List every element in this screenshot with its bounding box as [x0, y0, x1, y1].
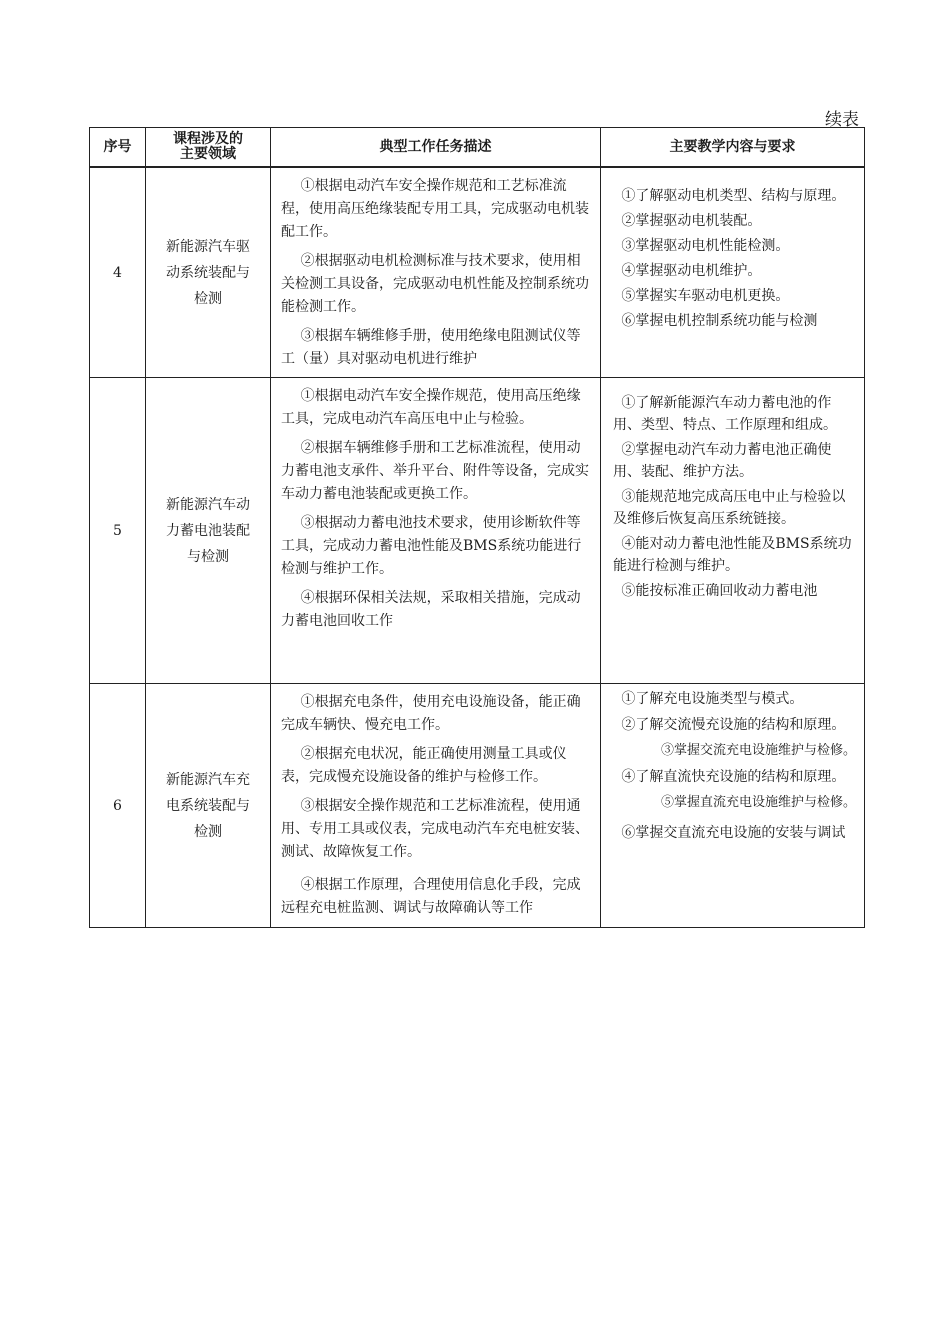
requirement-item: ④了解直流快充设施的结构和原理。: [621, 769, 846, 785]
task-item: ③根据安全操作规范和工艺标准流程，使用通用、专用工具或仪表，完成电动汽车充电桩安装、测试、故障恢复工作。: [281, 798, 589, 860]
requirement-item: ②了解交流慢充设施的结构和原理。: [621, 717, 846, 733]
continued-label: 续表: [825, 110, 859, 130]
requirement-item: ⑤掌握实车驱动电机更换。: [621, 288, 790, 304]
task-item: ①根据电动汽车安全操作规范和工艺标准流程，使用高压绝缘装配专用工具，完成驱动电机装配工作。: [281, 178, 589, 240]
row-area: 新能源汽车动力蓄电池装配与检测: [146, 378, 271, 684]
task-item: ②根据驱动电机检测标准与技术要求，使用相关检测工具设备，完成驱动电机性能及控制系统功能检测工作。: [281, 253, 589, 315]
header-area-line2: 主要领域: [180, 146, 236, 162]
task-item: ①根据充电条件，使用充电设施设备，能正确完成车辆快、慢充电工作。: [281, 694, 581, 733]
task-item: ④根据工作原理，合理使用信息化手段，完成远程充电桩监测、调试与故障确认等工作: [281, 877, 581, 916]
requirement-item: ④能对动力蓄电池性能及BMS系统功能进行检测与维护。: [613, 536, 852, 574]
row-area: 新能源汽车充电系统装配与检测: [146, 684, 271, 928]
header-tasks: 典型工作任务描述: [271, 128, 601, 168]
requirement-item: ②掌握电动汽车动力蓄电池正确使用、装配、维护方法。: [613, 442, 832, 480]
row-requirements: [601, 378, 865, 684]
task-item: ①根据电动汽车安全操作规范，使用高压绝缘工具，完成电动汽车高压电中止与检验。: [281, 388, 581, 427]
requirement-item: ③能规范地完成高压电中止与检验以及维修后恢复高压系统链接。: [613, 489, 846, 527]
row-seq: 5: [90, 378, 146, 684]
header-seq: 序号: [90, 128, 146, 168]
row-requirements: [601, 167, 865, 378]
task-item: ②根据充电状况，能正确使用测量工具或仪表，完成慢充设施设备的维护与检修工作。: [281, 746, 567, 785]
requirement-item: ⑤能按标准正确回收动力蓄电池: [621, 583, 818, 599]
header-area: [146, 128, 271, 168]
requirement-item: ⑤掌握直流充电设施维护与检修。: [660, 795, 856, 810]
table-row: [90, 167, 865, 378]
requirement-item: ⑥掌握交直流充电设施的安装与调试: [621, 825, 846, 841]
table-header-row: [90, 128, 865, 168]
row-seq: 4: [90, 167, 146, 378]
requirement-item: ③掌握驱动电机性能检测。: [621, 238, 790, 254]
row-tasks: [271, 167, 601, 378]
row-tasks: [271, 684, 601, 928]
table-row: [90, 378, 865, 684]
task-item: ③根据动力蓄电池技术要求，使用诊断软件等工具，完成动力蓄电池性能及BMS系统功能进行检测与维护工作。: [281, 515, 582, 577]
header-area-line1: 课程涉及的: [173, 131, 243, 147]
requirement-item: ①了解新能源汽车动力蓄电池的作用、类型、特点、工作原理和组成。: [613, 395, 837, 433]
curriculum-table: [89, 127, 865, 928]
row-seq: 6: [90, 684, 146, 928]
requirement-item: ①了解充电设施类型与模式。: [621, 691, 804, 707]
requirement-item: ④掌握驱动电机维护。: [621, 263, 762, 279]
requirement-item: ⑥掌握电机控制系统功能与检测: [621, 313, 818, 329]
task-item: ②根据车辆维修手册和工艺标准流程，使用动力蓄电池支承件、举升平台、附件等设备，完成实车动力蓄电池装配或更换工作。: [281, 440, 589, 502]
requirement-item: ③掌握交流充电设施维护与检修。: [660, 743, 856, 758]
requirement-item: ①了解驱动电机类型、结构与原理。: [621, 188, 846, 204]
table-row: [90, 684, 865, 928]
row-requirements: [601, 684, 865, 928]
task-item: ④根据环保相关法规，采取相关措施，完成动力蓄电池回收工作: [281, 590, 581, 629]
row-area: 新能源汽车驱动系统装配与检测: [146, 167, 271, 378]
task-item: ③根据车辆维修手册，使用绝缘电阻测试仪等工（量）具对驱动电机进行维护: [281, 328, 581, 367]
row-tasks: [271, 378, 601, 684]
header-requirements: 主要教学内容与要求: [601, 128, 865, 168]
requirement-item: ②掌握驱动电机装配。: [621, 213, 762, 229]
